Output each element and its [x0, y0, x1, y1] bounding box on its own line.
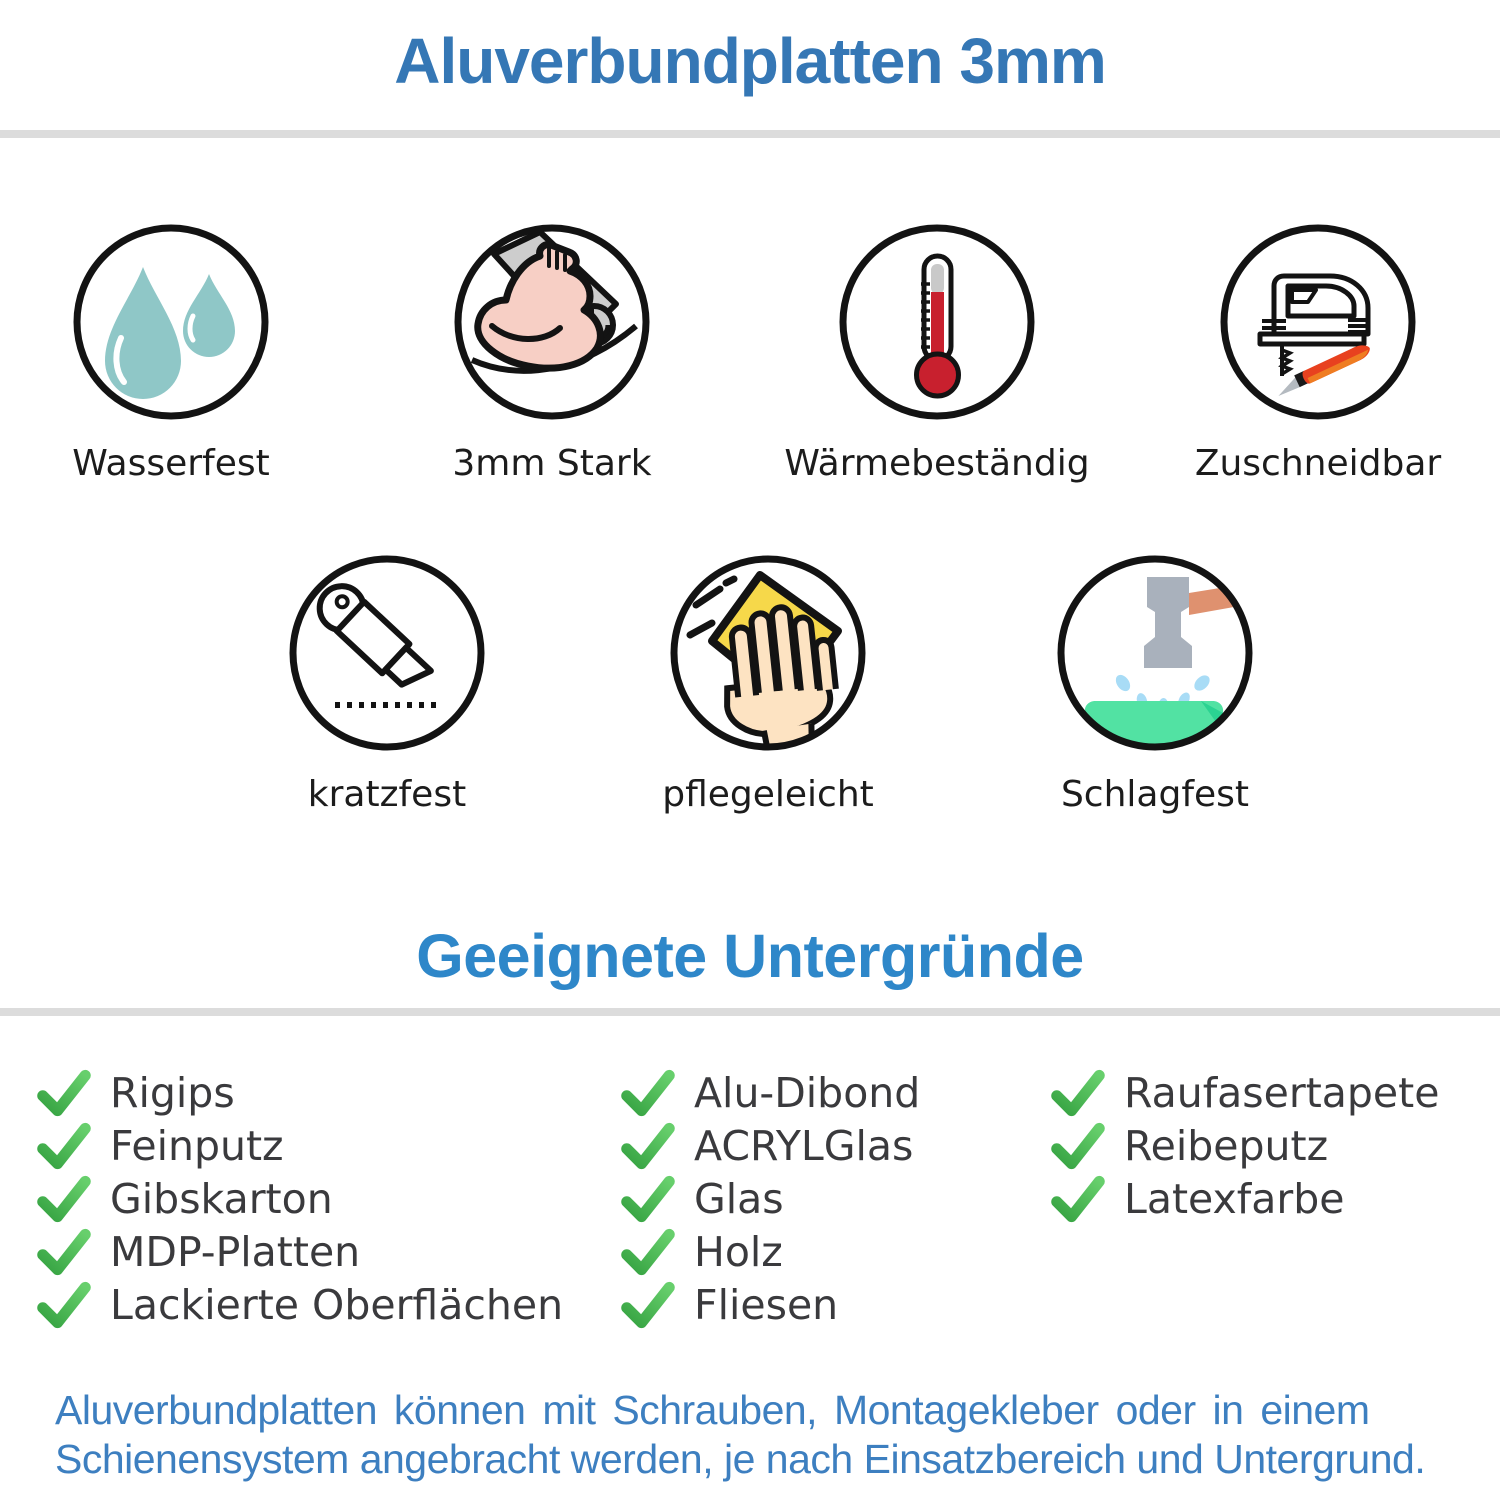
utility-knife-icon	[287, 553, 487, 753]
feature-label: pflegeleicht	[662, 774, 874, 815]
check-icon	[620, 1122, 676, 1170]
feature-wasserfest	[6, 222, 336, 484]
list-item: Raufasertapete	[1050, 1066, 1439, 1119]
list-item: Rigips	[36, 1066, 563, 1119]
feature-label: 3mm Stark	[452, 443, 652, 484]
thermometer-icon	[837, 222, 1037, 422]
hammer-impact-icon	[1055, 553, 1255, 753]
check-icon	[620, 1228, 676, 1276]
substrate-column-2	[620, 1066, 920, 1331]
check-icon	[36, 1175, 92, 1223]
check-icon	[1050, 1069, 1106, 1117]
list-item: Feinputz	[36, 1119, 563, 1172]
substrate-column-1	[36, 1066, 563, 1331]
divider-middle	[0, 1008, 1500, 1016]
feature-3mm-stark	[387, 222, 717, 484]
feature-label: Schlagfest	[1060, 774, 1250, 815]
list-item: Gibskarton	[36, 1172, 563, 1225]
check-icon	[1050, 1175, 1106, 1223]
list-item: MDP-Platten	[36, 1225, 563, 1278]
check-icon	[620, 1069, 676, 1117]
feature-label: Wärmebeständig	[784, 443, 1090, 484]
muscle-arm-icon	[452, 222, 652, 422]
check-icon	[36, 1281, 92, 1329]
check-icon	[36, 1228, 92, 1276]
list-item: Lackierte Oberflächen	[36, 1278, 563, 1331]
feature-schlagfest	[990, 553, 1320, 815]
check-icon	[620, 1281, 676, 1329]
list-item: Reibeputz	[1050, 1119, 1439, 1172]
feature-pflegeleicht	[603, 553, 933, 815]
feature-kratzfest	[222, 553, 552, 815]
list-item: Holz	[620, 1225, 920, 1278]
jigsaw-cutter-icon	[1218, 222, 1418, 422]
cleaning-hand-icon	[668, 553, 868, 753]
feature-label: kratzfest	[307, 774, 467, 815]
list-item: Latexfarbe	[1050, 1172, 1439, 1225]
list-item: Alu-Dibond	[620, 1066, 920, 1119]
mounting-note	[55, 1386, 1425, 1484]
feature-label: Wasserfest	[72, 443, 270, 484]
feature-waermebestaendig	[772, 222, 1102, 484]
substrate-column-3	[1050, 1066, 1439, 1225]
list-item: Fliesen	[620, 1278, 920, 1331]
mounting-note-line1: Aluverbundplatten können mit Schrauben, Montagekleber oder in einem	[55, 1387, 1370, 1433]
list-item: Glas	[620, 1172, 920, 1225]
mounting-note-line2: Schienensystem angebracht werden, je nach Einsatzbereich und Untergrund.	[55, 1436, 1426, 1482]
list-item: ACRYLGlas	[620, 1119, 920, 1172]
page-title: Aluverbundplatten 3mm	[394, 25, 1106, 97]
check-icon	[620, 1175, 676, 1223]
check-icon	[36, 1122, 92, 1170]
feature-zuschneidbar	[1153, 222, 1483, 484]
feature-label: Zuschneidbar	[1194, 443, 1442, 484]
section-title: Geeignete Untergründe	[416, 922, 1084, 990]
water-drops-icon	[71, 222, 271, 422]
check-icon	[36, 1069, 92, 1117]
divider-top	[0, 130, 1500, 138]
check-icon	[1050, 1122, 1106, 1170]
